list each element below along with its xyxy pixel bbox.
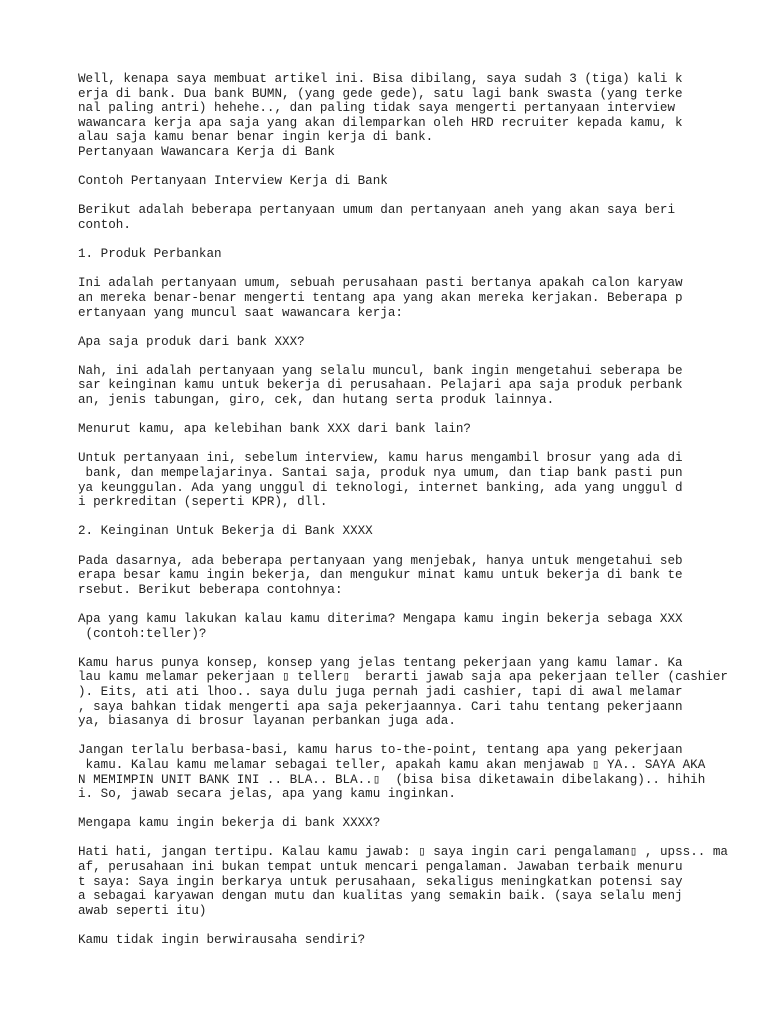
- text-line: Contoh Pertanyaan Interview Kerja di Bank: [78, 174, 388, 189]
- paragraph: [78, 203, 738, 232]
- text-line: alau saja kamu benar benar ingin kerja di bank.: [78, 130, 434, 145]
- text-line: Menurut kamu, apa kelebihan bank XXX dari bank lain?: [78, 422, 471, 437]
- text-line: awab seperti itu): [78, 903, 207, 918]
- text-line: rsebut. Berikut beberapa contohnya:: [78, 582, 343, 597]
- paragraph: [78, 451, 738, 509]
- text-line: Well, kenapa saya membuat artikel ini. Bisa dibilang, saya sudah 3 (tiga) kali k: [78, 72, 683, 86]
- text-line: erja di bank. Dua bank BUMN, (yang gede gede), satu lagi bank swasta (yang terke: [78, 86, 683, 101]
- paragraph: [78, 845, 738, 918]
- text-line: Pertanyaan Wawancara Kerja di Bank: [78, 144, 335, 159]
- text-line: i. So, jawab secara jelas, apa yang kamu inginkan.: [78, 787, 456, 802]
- text-line: af, perusahaan ini bukan tempat untuk mencari pengalaman. Jawaban terbaik menuru: [78, 860, 683, 875]
- text-line: Berikut adalah beberapa pertanyaan umum dan pertanyaan aneh yang akan saya beri: [78, 203, 676, 218]
- paragraph: [78, 422, 738, 437]
- text-line: (contoh:teller)?: [78, 626, 207, 641]
- text-line: Kamu harus punya konsep, konsep yang jelas tentang pekerjaan yang kamu lamar. Ka: [78, 655, 683, 670]
- text-line: a sebagai karyawan dengan mutu dan kualitas yang semakin baik. (saya selalu menj: [78, 889, 683, 904]
- text-line: bank, dan mempelajarinya. Santai saja, produk nya umum, dan tiap bank pasti pun: [78, 466, 683, 481]
- paragraph: [78, 276, 738, 320]
- text-line: t saya: Saya ingin berkarya untuk perusahaan, sekaligus meningkatkan potensi say: [78, 874, 683, 889]
- text-line: ya keunggulan. Ada yang unggul di teknologi, internet banking, ada yang unggul d: [78, 480, 683, 495]
- text-line: ertanyaan yang muncul saat wawancara kerja:: [78, 305, 403, 320]
- paragraph: [78, 247, 738, 262]
- paragraph: [78, 743, 738, 801]
- text-line: lau kamu melamar pekerjaan ▯ teller▯ berarti jawab saja apa pekerjaan teller (cashier: [78, 670, 728, 685]
- text-line: 2. Keinginan Untuk Bekerja di Bank XXXX: [78, 524, 373, 539]
- paragraph: [78, 816, 738, 831]
- text-line: Nah, ini adalah pertanyaan yang selalu muncul, bank ingin mengetahui seberapa be: [78, 363, 683, 378]
- paragraph: [78, 174, 738, 189]
- paragraph: [78, 364, 738, 408]
- text-line: wawancara kerja apa saja yang akan dilemparkan oleh HRD recruiter kepada kamu, k: [78, 115, 683, 130]
- text-line: contoh.: [78, 217, 131, 232]
- text-line: nal paling antri) hehehe.., dan paling tidak saya mengerti pertanyaan interview: [78, 101, 676, 116]
- text-line: Untuk pertanyaan ini, sebelum interview, kamu harus mengambil brosur yang ada di: [78, 451, 683, 466]
- text-line: ). Eits, ati ati lhoo.. saya dulu juga pernah jadi cashier, tapi di awal melamar: [78, 684, 683, 699]
- paragraph: [78, 612, 738, 641]
- text-line: an, jenis tabungan, giro, cek, dan hutang serta produk lainnya.: [78, 393, 555, 408]
- text-line: Jangan terlalu berbasa-basi, kamu harus to-the-point, tentang apa yang pekerjaan: [78, 743, 683, 758]
- text-line: Ini adalah pertanyaan umum, sebuah perusahaan pasti bertanya apakah calon karyaw: [78, 276, 683, 291]
- text-line: ya, biasanya di brosur layanan perbankan juga ada.: [78, 714, 456, 729]
- paragraph: [78, 554, 738, 598]
- text-line: Apa saja produk dari bank XXX?: [78, 334, 305, 349]
- text-line: i perkreditan (seperti KPR), dll.: [78, 495, 328, 510]
- text-line: 1. Produk Perbankan: [78, 247, 222, 262]
- text-line: sar keinginan kamu untuk bekerja di perusahaan. Pelajari apa saja produk perbank: [78, 378, 683, 393]
- text-line: Apa yang kamu lakukan kalau kamu diterima? Mengapa kamu ingin bekerja sebaga XXX: [78, 611, 683, 626]
- text-line: N MEMIMPIN UNIT BANK INI .. BLA.. BLA..▯ (bisa bisa diketawain dibelakang).. hihih: [78, 772, 706, 787]
- paragraph: [78, 656, 738, 729]
- text-line: erapa besar kamu ingin bekerja, dan mengukur minat kamu untuk bekerja di bank te: [78, 568, 683, 583]
- text-line: kamu. Kalau kamu melamar sebagai teller, apakah kamu akan menjawab ▯ YA.. SAYA AKA: [78, 757, 706, 772]
- text-line: an mereka benar-benar mengerti tentang apa yang akan mereka kerjakan. Beberapa p: [78, 290, 683, 305]
- paragraph: [78, 933, 738, 948]
- paragraph: [78, 524, 738, 539]
- document-page: [78, 72, 738, 962]
- text-line: Pada dasarnya, ada beberapa pertanyaan yang menjebak, hanya untuk mengetahui seb: [78, 553, 683, 568]
- paragraph: [78, 335, 738, 350]
- text-line: , saya bahkan tidak mengerti apa saja pekerjaannya. Cari tahu tentang pekerjaann: [78, 699, 683, 714]
- text-line: Mengapa kamu ingin bekerja di bank XXXX?: [78, 816, 381, 831]
- paragraph: [78, 72, 738, 160]
- text-line: Hati hati, jangan tertipu. Kalau kamu jawab: ▯ saya ingin cari pengalaman▯ , upss.. ma: [78, 845, 728, 860]
- text-line: Kamu tidak ingin berwirausaha sendiri?: [78, 933, 366, 948]
